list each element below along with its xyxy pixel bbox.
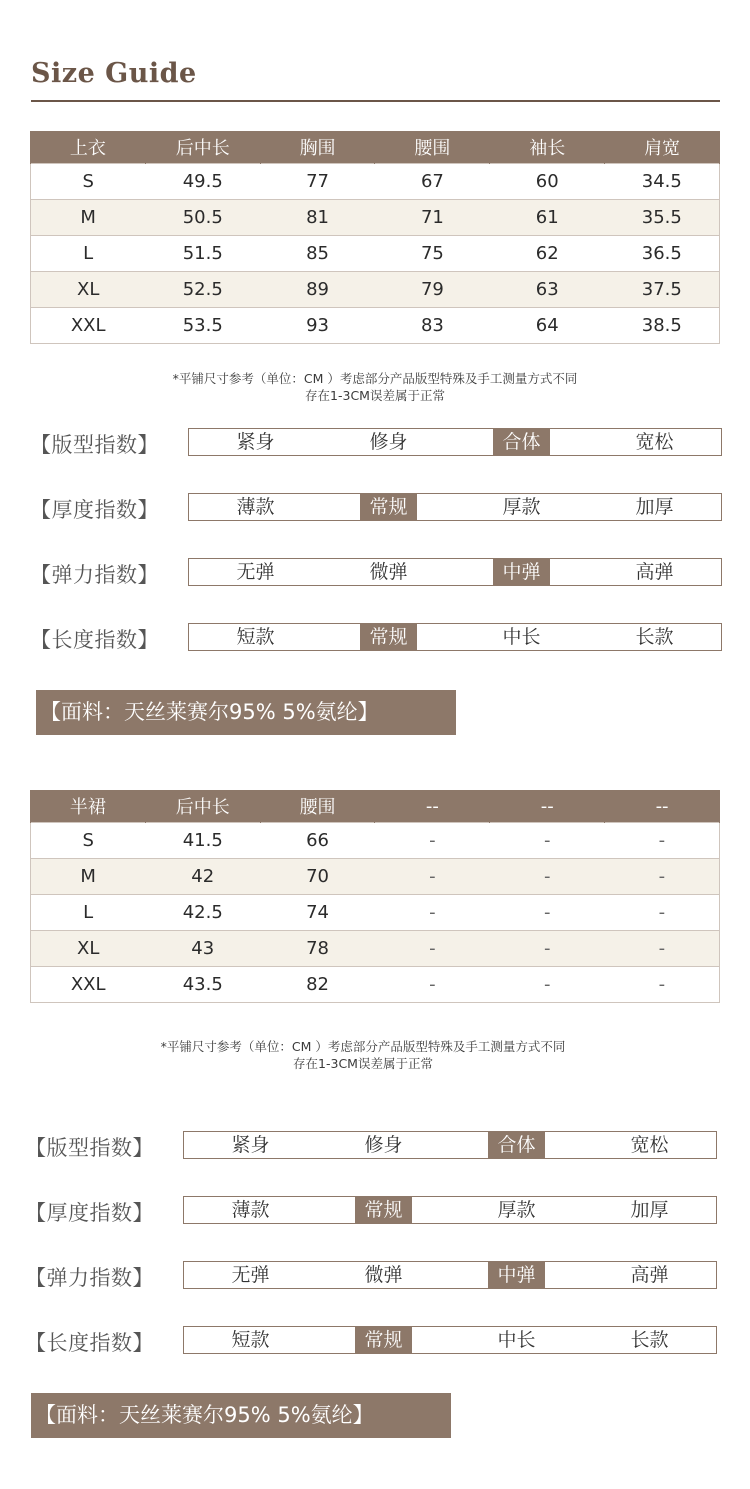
table-cell: - [375, 823, 490, 859]
note-line: *平铺尺寸参考（单位：CM ）考虑部分产品版型特殊及手工测量方式不同 [172, 371, 578, 386]
note-line: *平铺尺寸参考（单位：CM ）考虑部分产品版型特殊及手工测量方式不同 [160, 1039, 566, 1054]
header-cell: -- [605, 790, 720, 823]
index-option: 无弹 [236, 561, 275, 583]
index-option: 薄款 [231, 1199, 270, 1221]
table-cell: 66 [260, 823, 375, 859]
index-option: 长款 [635, 626, 674, 648]
header-cell: 上衣 [31, 131, 146, 164]
table-cell: - [375, 859, 490, 895]
table-cell: 35.5 [605, 200, 720, 236]
table-row [31, 823, 720, 859]
index-option: 高弹 [630, 1264, 669, 1286]
index-option-selected: 合体 [455, 429, 588, 455]
header-cell: 后中长 [145, 131, 260, 164]
table-cell: S [31, 164, 146, 200]
index-option: 宽松 [630, 1134, 669, 1156]
table-cell: L [31, 895, 146, 931]
table-cell: - [490, 895, 605, 931]
note-line: 存在1-3CM误差属于正常 [293, 1056, 433, 1071]
table-cell: 71 [375, 200, 490, 236]
table-cell: XL [31, 931, 146, 967]
table-cell: 36.5 [605, 236, 720, 272]
table-row [31, 236, 720, 272]
index-option: 微弹 [369, 561, 408, 583]
table-cell: - [375, 895, 490, 931]
header-cell: 腰围 [375, 131, 490, 164]
table-cell: - [605, 823, 720, 859]
length-index-label-2: 【长度指数】 [25, 1331, 154, 1355]
table-cell: 78 [260, 931, 375, 967]
index-option: 中长 [502, 626, 541, 648]
index-option: 中长 [497, 1329, 536, 1351]
header-cell: 腰围 [260, 790, 375, 823]
index-option: 短款 [231, 1329, 270, 1351]
length-index-label: 【长度指数】 [30, 628, 159, 652]
fit-index-label-2: 【版型指数】 [25, 1136, 154, 1160]
header-cell: 胸围 [260, 131, 375, 164]
table-cell: 75 [375, 236, 490, 272]
thickness-index-scale [188, 493, 722, 521]
table-cell: 74 [260, 895, 375, 931]
measurement-note [0, 370, 750, 404]
table-cell: 52.5 [145, 272, 260, 308]
skirt-table-header [31, 790, 720, 823]
index-option-selected: 常规 [317, 1197, 450, 1223]
fit-index-scale-2 [183, 1131, 717, 1159]
table-row [31, 967, 720, 1003]
thickness-index-label-2: 【厚度指数】 [25, 1201, 154, 1225]
stretch-index-scale [188, 558, 722, 586]
table-cell: - [375, 967, 490, 1003]
index-option: 高弹 [635, 561, 674, 583]
table-cell: 43.5 [145, 967, 260, 1003]
index-option-selected: 常规 [322, 624, 455, 650]
index-option: 修身 [364, 1134, 403, 1156]
table-cell: - [490, 967, 605, 1003]
table-row [31, 272, 720, 308]
table-row [31, 200, 720, 236]
table-cell: 85 [260, 236, 375, 272]
table-cell: XXL [31, 308, 146, 344]
index-option: 修身 [369, 431, 408, 453]
fabric-banner-2: 【面料：天丝莱赛尔95% 5%氨纶】 [31, 1393, 451, 1438]
table-cell: 89 [260, 272, 375, 308]
table-cell: - [605, 967, 720, 1003]
table-cell: 81 [260, 200, 375, 236]
table-row [31, 164, 720, 200]
table-cell: - [490, 931, 605, 967]
index-option: 短款 [236, 626, 275, 648]
fit-index-label: 【版型指数】 [30, 433, 159, 457]
index-option: 加厚 [635, 496, 674, 518]
table-cell: M [31, 200, 146, 236]
table-cell: 34.5 [605, 164, 720, 200]
table-cell: 67 [375, 164, 490, 200]
table-cell: 83 [375, 308, 490, 344]
stretch-index-scale-2 [183, 1261, 717, 1289]
header-cell: 袖长 [490, 131, 605, 164]
index-option: 无弹 [231, 1264, 270, 1286]
table-cell: 64 [490, 308, 605, 344]
table-cell: 77 [260, 164, 375, 200]
index-option: 宽松 [635, 431, 674, 453]
table-cell: 60 [490, 164, 605, 200]
table-cell: 50.5 [145, 200, 260, 236]
index-option-selected: 常规 [322, 494, 455, 520]
index-option-selected: 常规 [317, 1327, 450, 1353]
stretch-index-label-2: 【弹力指数】 [25, 1266, 154, 1290]
table-row [31, 931, 720, 967]
table-cell: M [31, 859, 146, 895]
header-cell: 后中长 [145, 790, 260, 823]
table-cell: 42 [145, 859, 260, 895]
table-cell: - [605, 895, 720, 931]
top-size-table [30, 131, 720, 344]
table-row [31, 308, 720, 344]
header-cell: 肩宽 [605, 131, 720, 164]
table-cell: L [31, 236, 146, 272]
table-cell: 62 [490, 236, 605, 272]
table-cell: 43 [145, 931, 260, 967]
thickness-index-scale-2 [183, 1196, 717, 1224]
stretch-index-label: 【弹力指数】 [30, 563, 159, 587]
index-option-selected: 中弹 [450, 1262, 583, 1288]
index-option-selected: 中弹 [455, 559, 588, 585]
table-cell: 61 [490, 200, 605, 236]
table-cell: 49.5 [145, 164, 260, 200]
table-cell: - [605, 931, 720, 967]
index-option-selected: 合体 [450, 1132, 583, 1158]
skirt-size-table [30, 790, 720, 1003]
table-cell: 38.5 [605, 308, 720, 344]
measurement-note-2 [0, 1038, 738, 1072]
table-cell: 70 [260, 859, 375, 895]
thickness-index-label: 【厚度指数】 [30, 498, 159, 522]
index-option: 厚款 [497, 1199, 536, 1221]
table-cell: - [490, 823, 605, 859]
page-title: Size Guide [31, 58, 197, 89]
table-cell: 63 [490, 272, 605, 308]
index-option: 长款 [630, 1329, 669, 1351]
table-cell: 82 [260, 967, 375, 1003]
top-table-header [31, 131, 720, 164]
index-option: 加厚 [630, 1199, 669, 1221]
fit-index-scale [188, 428, 722, 456]
header-cell: -- [375, 790, 490, 823]
table-cell: - [375, 931, 490, 967]
table-cell: XL [31, 272, 146, 308]
table-row [31, 895, 720, 931]
table-cell: 53.5 [145, 308, 260, 344]
index-option: 厚款 [502, 496, 541, 518]
length-index-scale-2 [183, 1326, 717, 1354]
table-cell: 42.5 [145, 895, 260, 931]
table-cell: 79 [375, 272, 490, 308]
table-cell: - [605, 859, 720, 895]
index-option: 紧身 [236, 431, 275, 453]
table-cell: 41.5 [145, 823, 260, 859]
length-index-scale [188, 623, 722, 651]
fabric-banner: 【面料：天丝莱赛尔95% 5%氨纶】 [36, 690, 456, 735]
note-line: 存在1-3CM误差属于正常 [305, 388, 445, 403]
table-row [31, 859, 720, 895]
table-cell: - [490, 859, 605, 895]
table-cell: S [31, 823, 146, 859]
table-cell: 37.5 [605, 272, 720, 308]
index-option: 紧身 [231, 1134, 270, 1156]
index-option: 薄款 [236, 496, 275, 518]
title-divider [31, 100, 720, 102]
table-cell: XXL [31, 967, 146, 1003]
header-cell: -- [490, 790, 605, 823]
table-cell: 51.5 [145, 236, 260, 272]
index-option: 微弹 [364, 1264, 403, 1286]
header-cell: 半裙 [31, 790, 146, 823]
table-cell: 93 [260, 308, 375, 344]
